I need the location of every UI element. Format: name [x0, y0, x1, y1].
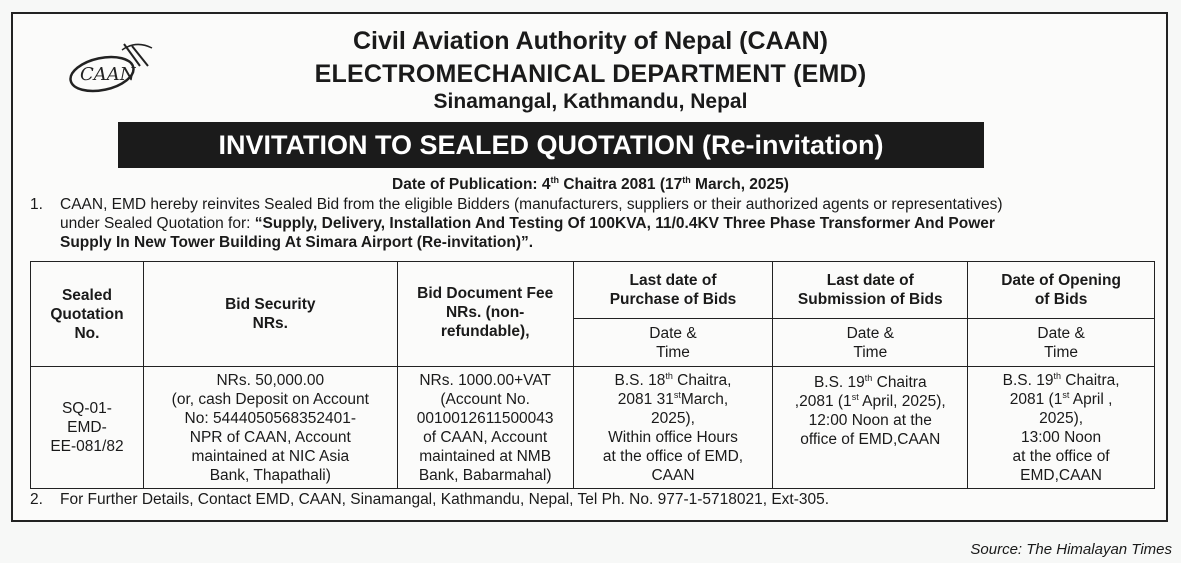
paragraph-line: CAAN, EMD hereby reinvites Sealed Bid from the eligible Bidders (manufacturers, suppliers or their authorized agents or representatives) [60, 196, 1003, 213]
bid-table [30, 261, 1155, 489]
paragraph-2: 2. For Further Details, Contact EMD, CAAN, Sinamangal, Kathmandu, Nepal, Tel Ph. No. 977-1-5718021, Ext-305. [30, 491, 830, 508]
paragraph-number: 1. [30, 196, 43, 213]
header-opening: Date of Opening of Bids [968, 262, 1155, 319]
address: Sinamangal, Kathmandu, Nepal [433, 90, 748, 113]
cell-submission: B.S. 19th Chaitra ,2081 (1st April, 2025), 12:00 Noon at the office of EMD,CAAN [773, 367, 968, 489]
source-credit: Source: The Himalayan Times [970, 541, 1172, 558]
purchase-date-time-label: Date & Time [573, 319, 773, 367]
paragraph-line: Supply In New Tower Building At Simara Airport (Re-invitation)”. [60, 234, 534, 251]
invitation-banner: INVITATION TO SEALED QUOTATION (Re-invitation) [118, 122, 984, 168]
cell-bid-security: NRs. 50,000.00 (or, cash Deposit on Account No: 5444050568352401- NPR of CAAN, Account maintained at NIC Asia Bank, Thapathali) [143, 367, 397, 489]
paragraph-1 [30, 195, 1165, 252]
header-purchase: Last date of Purchase of Bids [573, 262, 773, 319]
publication-date: Date of Publication: 4th Chaitra 2081 (17th March, 2025) [392, 174, 789, 193]
svg-text:CAAN: CAAN [80, 64, 136, 85]
cell-purchase: B.S. 18th Chaitra, 2081 31stMarch, 2025), Within office Hours at the office of EMD, CAAN [573, 367, 773, 489]
header-sq-no: Sealed Quotation No. [31, 262, 144, 367]
cell-doc-fee: NRs. 1000.00+VAT (Account No. 0010012611500043 of CAAN, Account maintained at NMB Bank, Babarmahal) [397, 367, 573, 489]
cell-sq-no: SQ-01- EMD- EE-081/82 [31, 367, 144, 489]
header-submission: Last date of Submission of Bids [773, 262, 968, 319]
paragraph-line: under Sealed Quotation for: “Supply, Delivery, Installation And Testing Of 100KVA, 11/0.4KV Three Phase Transformer And Power [60, 215, 995, 232]
org-title: Civil Aviation Authority of Nepal (CAAN) [353, 27, 828, 55]
opening-date-time-label: Date & Time [968, 319, 1155, 367]
header-doc-fee: Bid Document Fee NRs. (non- refundable), [397, 262, 573, 367]
header-bid-security: Bid Security NRs. [143, 262, 397, 367]
department-title: ELECTROMECHANICAL DEPARTMENT (EMD) [314, 60, 867, 88]
cell-opening: B.S. 19th Chaitra, 2081 (1st April , 2025), 13:00 Noon at the office of EMD,CAAN [968, 367, 1155, 489]
table-row [31, 367, 1155, 489]
submission-date-time-label: Date & Time [773, 319, 968, 367]
